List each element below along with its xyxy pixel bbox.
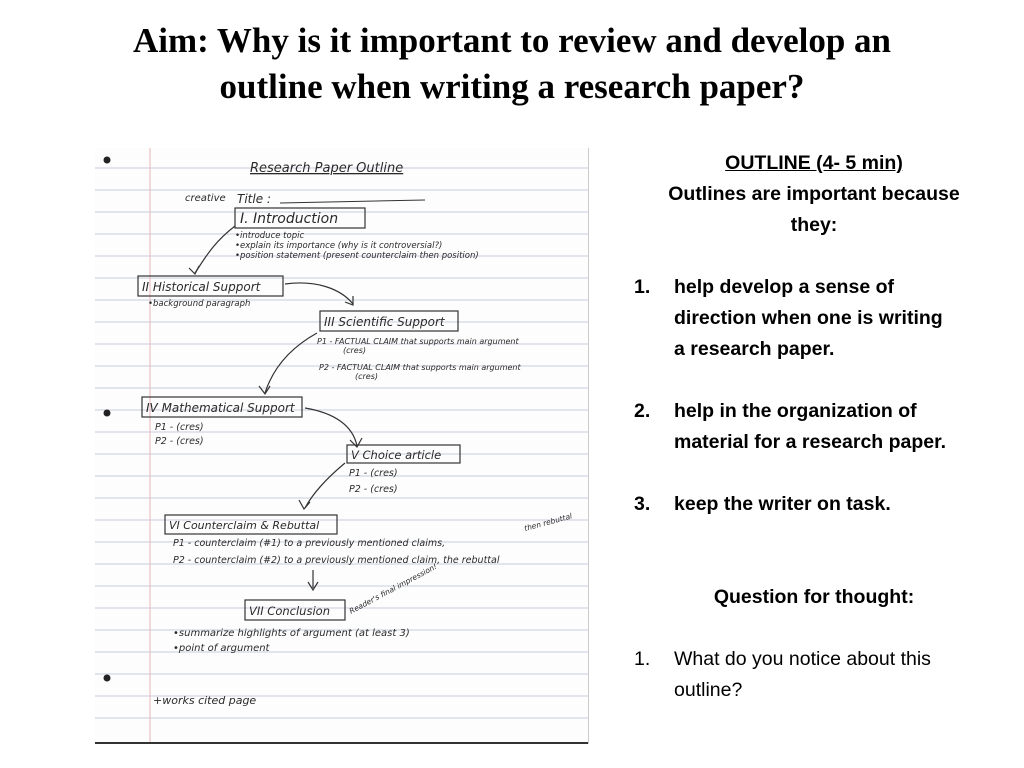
reader-note: Reader's final impression! [347,561,439,616]
scientific-label: III Scientific Support [324,315,445,329]
arrow [265,333,317,393]
question-heading: Question for thought: [713,586,915,608]
counter-p2: P2 - counterclaim (#2) to a previously mentioned claim, the rebuttal [173,555,500,566]
reasons-list [628,272,1000,520]
list-text: material for a research paper. [674,431,947,453]
outline-heading: Research Paper Outline [250,161,404,176]
choice-p1: P1 - (cres) [349,468,398,479]
list-number: 1. [634,276,651,298]
slide-title [40,18,984,110]
list-number: 3. [634,493,651,515]
title-field: Title : [237,192,271,206]
sci-p1: P1 - FACTUAL CLAIM that supports main argument [317,337,519,346]
arrow [305,408,357,446]
conclusion-label: VII Conclusion [249,604,330,618]
sci-p1-sub: (cres) [343,346,367,355]
list-text: outline? [674,679,743,701]
binder-hole [104,410,111,417]
historical-label: II Historical Support [142,280,261,294]
math-label: IV Mathematical Support [146,401,295,415]
title-line-2: outline when writing a research paper? [219,67,805,106]
handwritten-outline-image [95,148,589,744]
arrow-head [259,386,270,394]
list-item [628,272,1000,365]
questions-list [628,644,1000,706]
outline-intro-line-1: Outlines are important because [668,183,960,205]
title-line-1: Aim: Why is it important to review and develop an [132,21,892,60]
binder-hole [104,675,111,682]
binder-hole [104,157,111,164]
arrow-head [189,266,199,274]
outline-intro-line-2: they: [790,214,838,236]
math-p2: P2 - (cres) [155,436,204,447]
list-text: help develop a sense of [674,276,894,298]
historical-sub: •background paragraph [148,299,251,309]
list-text: help in the organization of [674,400,917,422]
intro-label: I. Introduction [240,211,339,227]
choice-p2: P2 - (cres) [349,484,398,495]
list-item [628,396,1000,458]
list-item [628,644,1000,706]
arrow [305,463,345,508]
list-text: direction when one is writing [674,307,943,329]
works-cited: +works cited page [153,694,257,707]
choice-label: V Choice article [351,448,442,462]
counter-p1: P1 - counterclaim (#1) to a previously mentioned claims, [173,538,446,549]
list-number: 2. [634,400,651,422]
intro-line-2: •explain its importance (why is it controversial?) [235,241,443,251]
intro-line-1: •introduce topic [235,231,305,241]
list-item [628,489,1000,520]
arrow [285,283,353,304]
notebook-page [95,148,588,744]
counter-p1-note: then rebuttal [523,511,574,533]
counter-label: VI Counterclaim & Rebuttal [169,519,320,532]
conclusion-line-1: •summarize highlights of argument (at least 3) [173,628,410,639]
conclusion-line-2: •point of argument [173,643,270,654]
outline-text-panel [628,148,1000,706]
list-text: keep the writer on task. [674,493,891,515]
list-number: 1. [634,648,651,670]
creative-note: creative [185,193,226,204]
arrow [195,226,235,273]
list-text: a research paper. [674,338,835,360]
sci-p2-sub: (cres) [355,372,379,381]
math-p1: P1 - (cres) [155,422,204,433]
intro-line-3: •position statement (present counterclaim then position) [235,251,479,261]
list-text: What do you notice about this [674,648,931,670]
title-blank [280,200,425,203]
outline-heading-text: OUTLINE (4- 5 min) [725,152,903,174]
sci-p2: P2 - FACTUAL CLAIM that supports main argument [319,363,521,372]
